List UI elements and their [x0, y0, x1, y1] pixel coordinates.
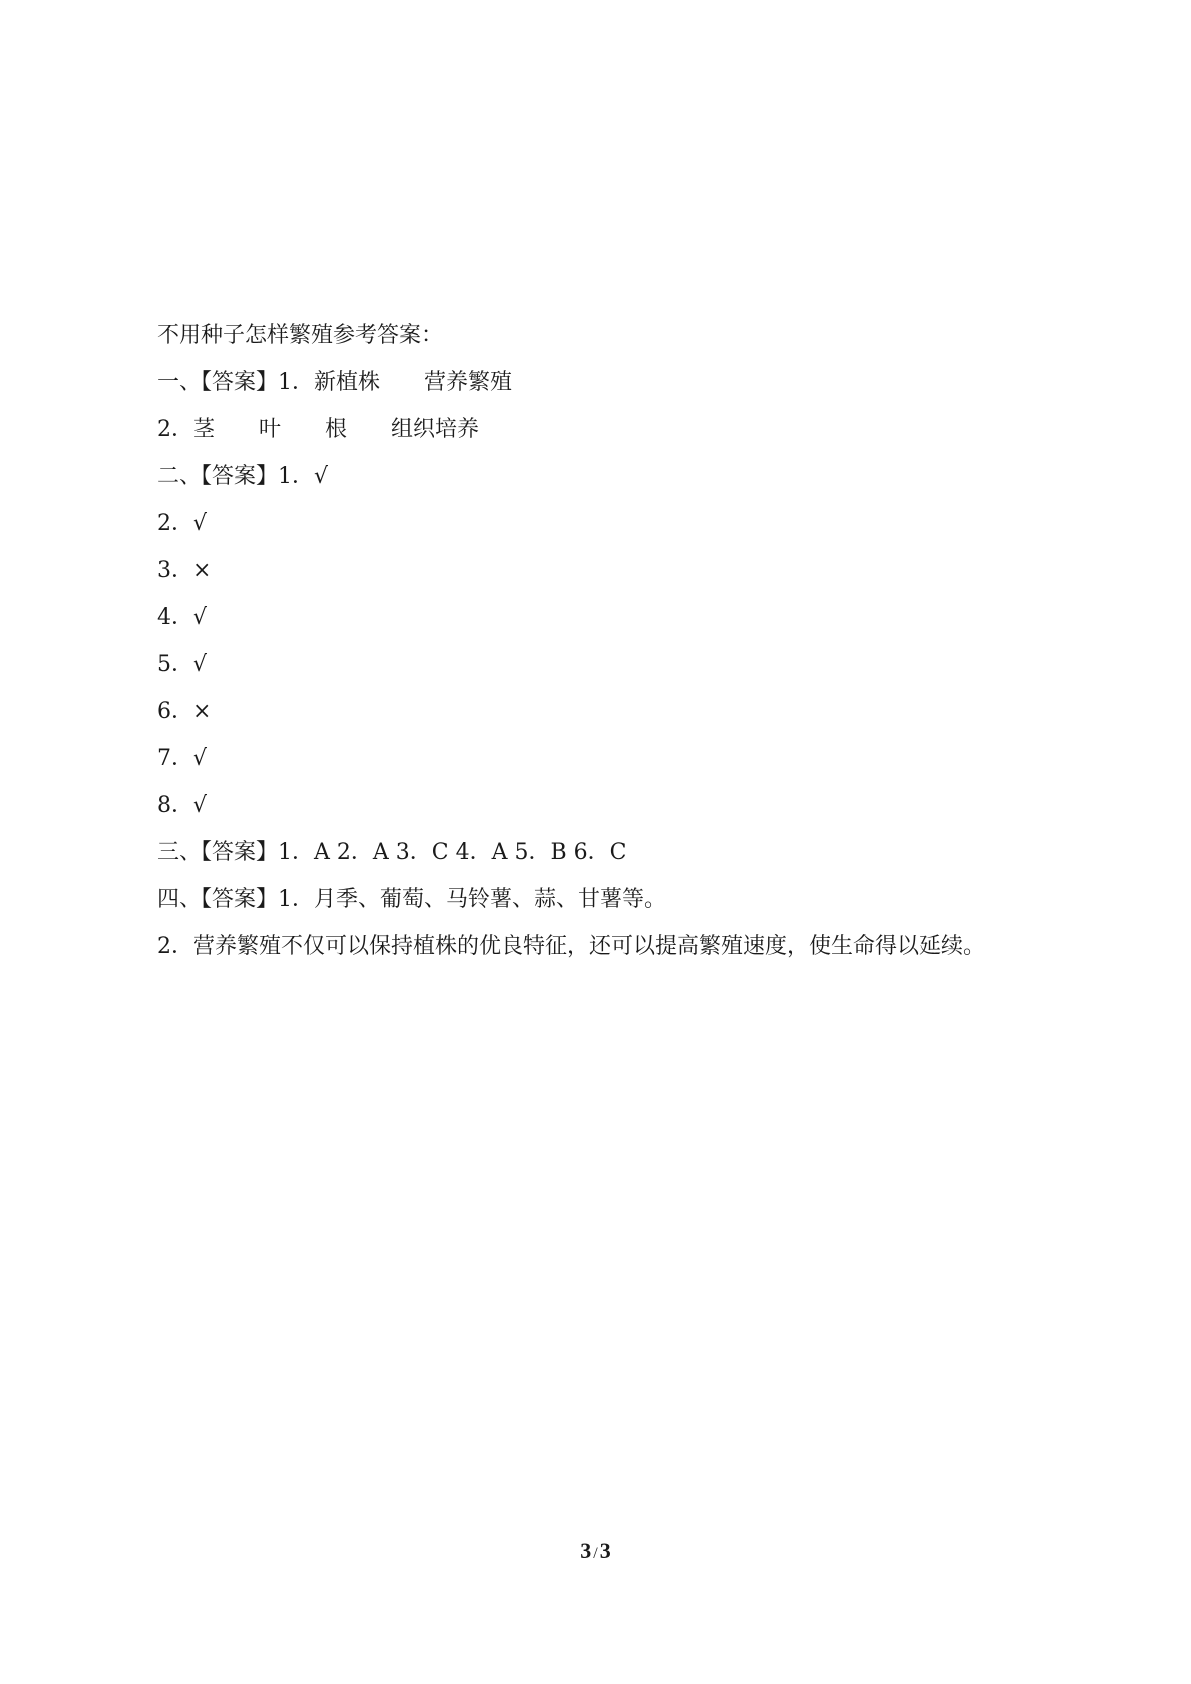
- answer-line: 3．×: [157, 558, 212, 583]
- answer-line: 四、【答案】1．月季、葡萄、马铃薯、蒜、甘薯等。: [157, 887, 666, 912]
- page-separator: /: [593, 1545, 598, 1562]
- answer-line: 7．√: [157, 746, 208, 771]
- answer-line: 二、【答案】1．√: [157, 464, 329, 489]
- answer-line: 5．√: [157, 652, 208, 677]
- page-number: [0, 1538, 1191, 1564]
- answer-line: 2．茎 叶 根 组织培养: [157, 417, 479, 442]
- current-page: 3: [580, 1538, 592, 1563]
- answer-line: 三、【答案】1．A 2．A 3．C 4．A 5．B 6．C: [157, 840, 627, 865]
- answer-key: [157, 312, 1057, 970]
- answer-line: 2．√: [157, 511, 208, 536]
- answer-line: 2．营养繁殖不仅可以保持植株的优良特征，还可以提高繁殖速度，使生命得以延续。: [157, 934, 985, 959]
- answer-line: 4．√: [157, 605, 208, 630]
- answer-line: 6．×: [157, 699, 212, 724]
- answer-line: 8．√: [157, 793, 208, 818]
- document-title: 不用种子怎样繁殖参考答案：: [157, 323, 444, 348]
- total-pages: 3: [599, 1538, 611, 1563]
- answer-line: 一、【答案】1．新植株 营养繁殖: [157, 370, 512, 395]
